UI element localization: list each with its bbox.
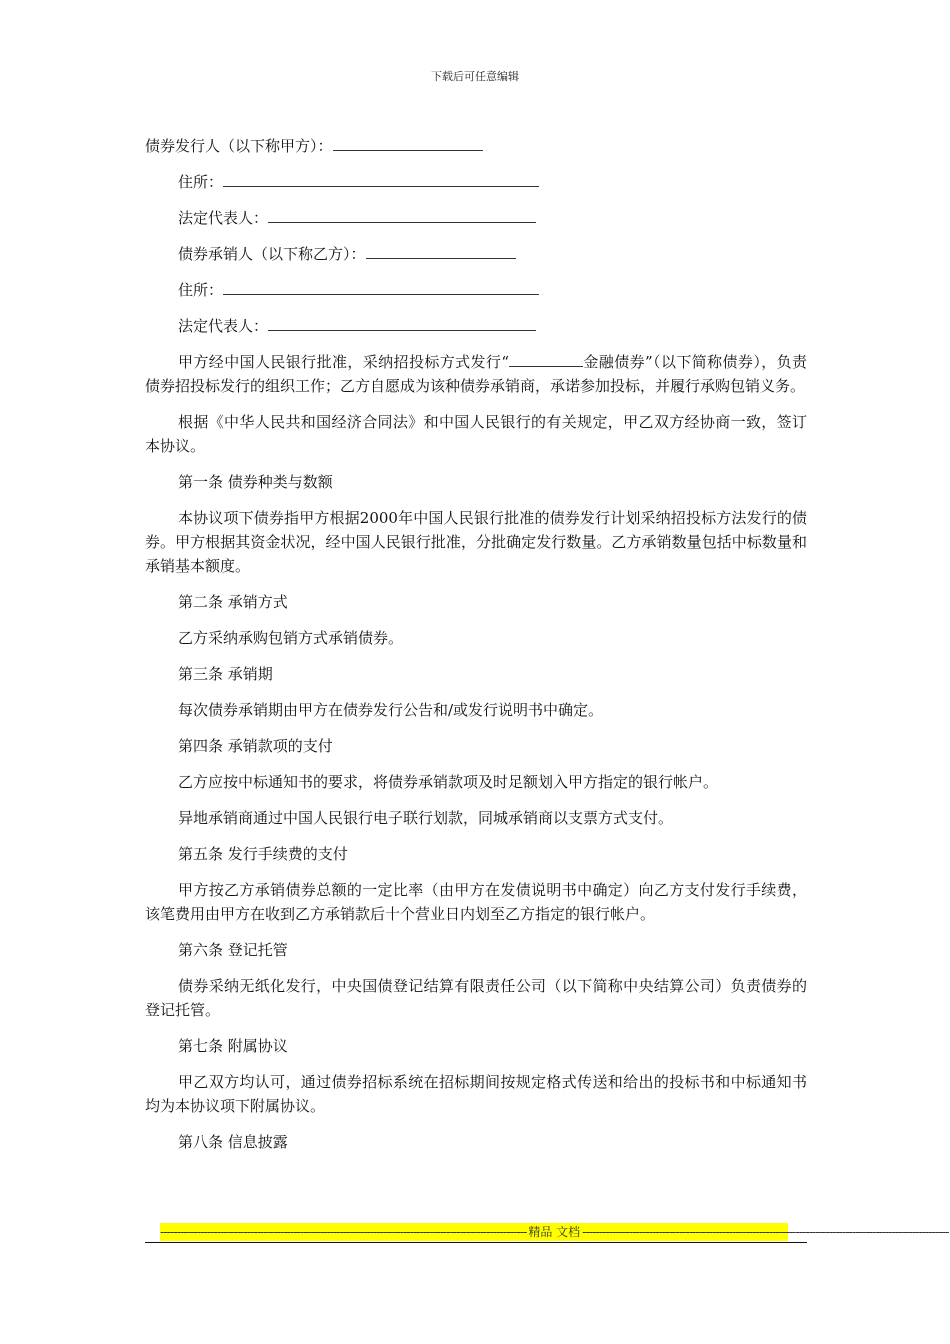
article-8-title: 第八条 信息披露: [178, 1133, 288, 1151]
intro-p1-before: 甲方经中国人民银行批准，采纳招投标方式发行“: [178, 353, 509, 371]
issuer-rep-blank: [268, 206, 536, 223]
article-2-paragraph: 乙方采纳承购包销方式承销债券。: [178, 629, 404, 647]
article-7-title: 第七条 附属协议: [178, 1037, 288, 1055]
underwriter-address-label: 住所：: [178, 281, 224, 299]
intro-p1-after: 金融债券”（以下简称债券），负责债券招投标发行的组织工作；乙方自愿成为该种债券承销商，承诺参加投标，并履行承购包销义务。: [145, 353, 808, 395]
article-4-paragraph-1: 乙方应按中标通知书的要求，将债券承销款项及时足额划入甲方指定的银行帐户。: [178, 773, 719, 791]
article-4-title: 第四条 承销款项的支付: [178, 737, 333, 755]
bond-name-blank: [509, 350, 583, 367]
underwriter-rep-line: [145, 314, 807, 338]
footer-rule: [145, 1242, 807, 1243]
underwriter-rep-label: 法定代表人：: [178, 317, 269, 335]
article-7-paragraph: 甲乙双方均认可，通过债券招标系统在招标期间按规定格式传送和给出的投标书和中标通知书均为本协议项下附属协议。: [145, 1073, 807, 1115]
issuer-address-line: [145, 170, 807, 194]
footer-dashes-left: --------------------------------------------------------------------------------------------------------------: [160, 1225, 527, 1239]
article-5-title: 第五条 发行手续费的支付: [178, 845, 348, 863]
underwriter-blank: [366, 242, 516, 259]
article-3-title: 第三条 承销期: [178, 665, 273, 683]
issuer-label: 债券发行人（以下称甲方）：: [145, 137, 333, 155]
footer-banner: [160, 1223, 949, 1241]
footer-label: 精品 文档: [528, 1225, 581, 1239]
issuer-rep-line: [145, 206, 807, 230]
article-3-paragraph: 每次债券承销期由甲方在债券发行公告和/或发行说明书中确定。: [178, 701, 604, 719]
document-body: [145, 134, 807, 1166]
article-2-title: 第二条 承销方式: [178, 593, 288, 611]
intro-paragraph-2: 根据《中华人民共和国经济合同法》和中国人民银行的有关规定，甲乙双方经协商一致，签订本协议。: [145, 413, 807, 455]
article-6-paragraph: 债券采纳无纸化发行，中央国债登记结算有限责任公司（以下简称中央结算公司）负责债券的登记托管。: [145, 977, 807, 1019]
underwriter-address-blank: [223, 278, 539, 295]
article-5-paragraph: 甲方按乙方承销债券总额的一定比率（由甲方在发债说明书中确定）向乙方支付发行手续费，该笔费用由甲方在收到乙方承销款后十个营业日内划至乙方指定的银行帐户。: [145, 881, 807, 923]
article-6-title: 第六条 登记托管: [178, 941, 288, 959]
footer-dashes-right: --------------------------------------------------------------------------------------------------------------: [582, 1225, 949, 1239]
article-1-paragraph: 本协议项下债券指甲方根据2000年中国人民银行批准的债券发行计划采纳招投标方法发行的债券。甲方根据其资金状况，经中国人民银行批准，分批确定发行数量。乙方承销数量包括中标数量和承销基本额度。: [145, 509, 807, 575]
underwriter-rep-blank: [268, 314, 536, 331]
underwriter-line: [145, 242, 807, 266]
article-4-paragraph-2: 异地承销商通过中国人民银行电子联行划款，同城承销商以支票方式支付。: [178, 809, 674, 827]
issuer-rep-label: 法定代表人：: [178, 209, 269, 227]
issuer-address-blank: [223, 170, 539, 187]
underwriter-label: 债券承销人（以下称乙方）：: [178, 245, 366, 263]
issuer-line: [145, 134, 807, 158]
article-1-title: 第一条 债券种类与数额: [178, 473, 333, 491]
issuer-blank: [333, 134, 483, 151]
underwriter-address-line: [145, 278, 807, 302]
issuer-address-label: 住所：: [178, 173, 224, 191]
page-header: 下载后可任意编辑: [431, 70, 519, 83]
intro-paragraph-1: [145, 350, 807, 398]
